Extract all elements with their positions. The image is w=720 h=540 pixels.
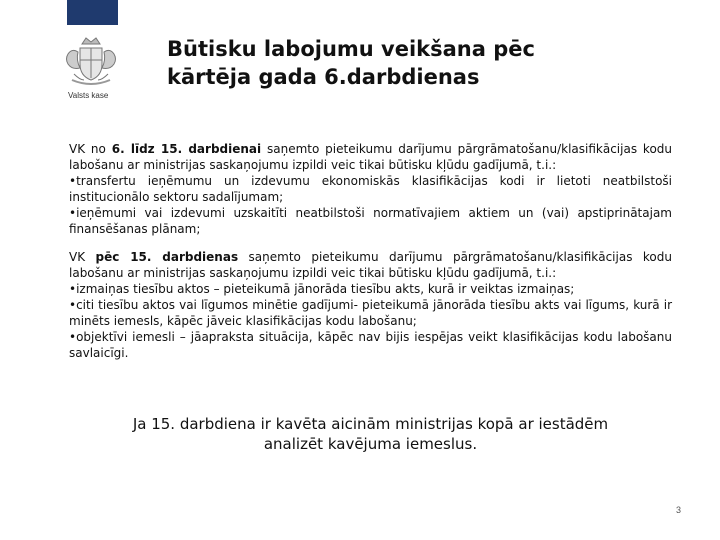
bullet-item: •transfertu ieņēmumu un izdevumu ekonomiskās klasifikācijas kodi ir lietoti neatbilstoši institucionālo sektoru sadalījumam; [69, 174, 672, 204]
paragraph-section1 [69, 141, 672, 237]
lead-bold: pēc 15. darbdienas [95, 250, 239, 264]
logo-text: Valsts kase [68, 91, 109, 100]
callout-line: analizēt kavējuma iemeslus. [263, 435, 478, 453]
page-number: 3 [676, 505, 682, 515]
lead-prefix: VK no [69, 142, 112, 156]
bullet-item: •ieņēmumi vai izdevumi uzskaitīti neatbilstoši normatīvajiem aktiem un (vai) apstiprinātajam finansēšanas plānam; [69, 206, 672, 236]
lead-bold: 6. līdz 15. darbdienai [111, 142, 262, 156]
title-line: kārtēja gada 6.darbdienas [167, 65, 480, 89]
title-line: Būtisku labojumu veikšana pēc [167, 37, 535, 61]
bullet-item: •izmaiņas tiesību aktos – pieteikumā jānorāda tiesību akts, kurā ir veiktas izmaiņas; [69, 282, 575, 296]
bullet-item: •objektīvi iemesli – jāapraksta situācija, kāpēc nav bijis iespējas veikt klasifikācijas kodu labošanu savlaicīgi. [69, 330, 672, 360]
lead-prefix: VK [69, 250, 96, 264]
section-lead [69, 249, 672, 281]
paragraph-section2 [69, 249, 672, 361]
callout-line: Ja 15. darbdiena ir kavēta aicinām ministrijas kopā ar iestādēm [132, 415, 609, 433]
lead-rest: saņemto pieteikumu darījumu pārgrāmatošanu/klasifikācijas kodu labošanu ar ministrijas saskaņojumu izpildi veic tikai būtisku kļūdu gadījumā, t.i.: [69, 142, 673, 172]
callout-text [69, 414, 672, 454]
bullet-item: •citi tiesību aktos vai līgumos minētie gadījumi- pieteikumā jānorāda tiesību akts vai līgums, kurā ir minēts iemesls, kāpēc jāveic klasifikācijas kodu labošanu; [69, 298, 672, 328]
top-accent-bar [67, 0, 118, 25]
section-lead [69, 141, 672, 173]
page-title [167, 35, 647, 91]
lead-rest: saņemto pieteikumu darījumu pārgrāmatošanu/klasifikācijas kodu labošanu ar ministrijas saskaņojumu izpildi veic tikai būtisku kļūdu gadījumā, t.i.: [69, 250, 672, 280]
